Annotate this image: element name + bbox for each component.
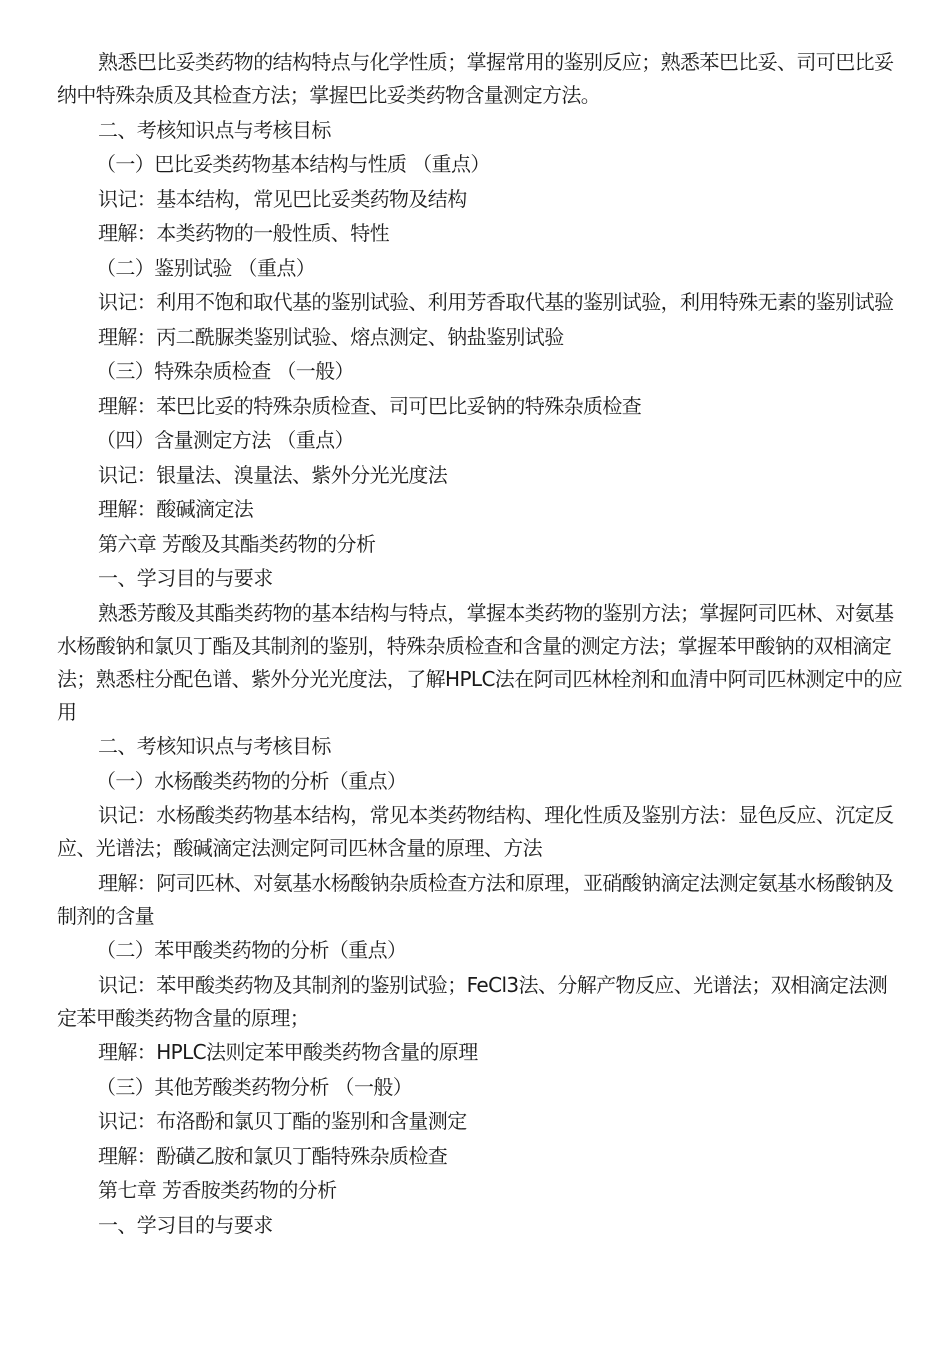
section-heading: 一、学习目的与要求	[98, 566, 273, 590]
paragraph: 理解：酚磺乙胺和氯贝丁酯特殊杂质检查	[98, 1143, 448, 1168]
subsection-heading: （三）其他芳酸类药物分析 （一般）	[96, 1074, 413, 1099]
subsection-heading: （一）水杨酸类药物的分析（重点）	[96, 768, 407, 793]
paragraph: 理解：阿司匹林、对氨基水杨酸钠杂质检查方法和原理，亚硝酸钠滴定法测定氨基水杨酸钠及制剂的含量	[57, 870, 894, 928]
document-body	[57, 46, 905, 1243]
paragraph: 识记：基本结构，常见巴比妥类药物及结构	[98, 186, 467, 211]
paragraph: 理解：酸碱滴定法	[98, 497, 254, 521]
paragraph: 识记：利用不饱和取代基的鉴别试验、利用芳香取代基的鉴别试验，利用特殊无素的鉴别试验	[98, 290, 894, 314]
paragraph: 识记：苯甲酸类药物及其制剂的鉴别试验；FeCl3法、分解产物反应、光谱法；双相滴定法测定苯甲酸类药物含量的原理；	[57, 972, 888, 1030]
chapter-heading: 第七章 芳香胺类药物的分析	[98, 1178, 337, 1202]
subsection-heading: （二）鉴别试验 （重点）	[96, 255, 316, 280]
section-heading: 二、考核知识点与考核目标	[98, 117, 331, 142]
section-heading: 一、学习目的与要求	[98, 1212, 273, 1237]
chapter-heading: 第六章 芳酸及其酯类药物的分析	[98, 531, 376, 556]
section-heading: 二、考核知识点与考核目标	[98, 734, 331, 758]
subsection-heading: （四）含量测定方法 （重点）	[96, 428, 354, 452]
paragraph: 理解：本类药物的一般性质、特性	[98, 221, 389, 245]
paragraph: 理解：丙二酰脲类鉴别试验、熔点测定、钠盐鉴别试验	[98, 324, 564, 349]
paragraph: 理解：苯巴比妥的特殊杂质检查、司可巴比妥钠的特殊杂质检查	[98, 393, 642, 418]
paragraph: 识记：布洛酚和氯贝丁酯的鉴别和含量测定	[98, 1109, 467, 1133]
subsection-heading: （三）特殊杂质检查 （一般）	[96, 359, 354, 383]
subsection-heading: （一）巴比妥类药物基本结构与性质 （重点）	[96, 152, 490, 176]
paragraph: 熟悉巴比妥类药物的结构特点与化学性质；掌握常用的鉴别反应；熟悉苯巴比妥、司可巴比妥纳中特殊杂质及其检查方法；掌握巴比妥类药物含量测定方法。	[57, 50, 894, 107]
paragraph: 熟悉芳酸及其酯类药物的基本结构与特点，掌握本类药物的鉴别方法；掌握阿司匹林、对氨基水杨酸钠和氯贝丁酯及其制剂的鉴别，特殊杂质检查和含量的测定方法；掌握苯甲酸钠的双相滴定法；熟悉柱分配色谱、紫外分光光度法，了解HPLC法在阿司匹林栓剂和血清中阿司匹林测定中的应用	[57, 600, 903, 724]
paragraph: 理解：HPLC法则定苯甲酸类药物含量的原理	[98, 1040, 478, 1064]
paragraph: 识记：水杨酸类药物基本结构，常见本类药物结构、理化性质及鉴别方法：显色反应、沉定反应、光谱法；酸碱滴定法测定阿司匹林含量的原理、方法	[57, 803, 894, 860]
paragraph: 识记：银量法、溴量法、紫外分光光度法	[98, 462, 448, 487]
subsection-heading: （二）苯甲酸类药物的分析（重点）	[96, 938, 407, 962]
